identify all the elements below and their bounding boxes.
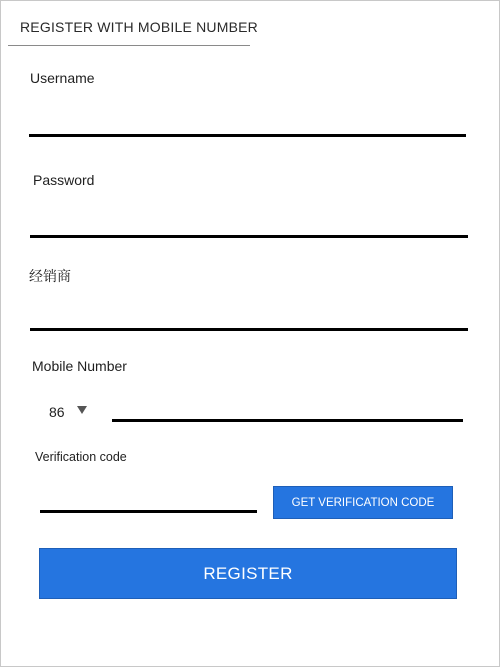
password-label: Password (33, 172, 95, 188)
verification-underline (40, 510, 257, 513)
password-input[interactable] (31, 209, 465, 233)
password-underline (30, 235, 468, 238)
verification-code-input[interactable] (41, 484, 256, 508)
username-underline (29, 134, 466, 137)
username-label: Username (30, 70, 95, 86)
mobile-underline (112, 419, 463, 422)
page-title: REGISTER WITH MOBILE NUMBER (20, 19, 258, 35)
header-divider (8, 45, 250, 46)
triangle-down-icon[interactable] (77, 406, 87, 414)
dealer-underline (30, 328, 468, 331)
country-code[interactable]: 86 (49, 404, 65, 420)
get-verification-code-button[interactable]: GET VERIFICATION CODE (273, 486, 453, 519)
dealer-label: 经销商 (29, 268, 71, 284)
dealer-input[interactable] (31, 302, 465, 326)
register-button[interactable]: REGISTER (39, 548, 457, 599)
verification-label: Verification code (35, 450, 127, 464)
mobile-label: Mobile Number (32, 358, 127, 374)
mobile-number-input[interactable] (113, 394, 462, 418)
username-input[interactable] (30, 108, 464, 132)
